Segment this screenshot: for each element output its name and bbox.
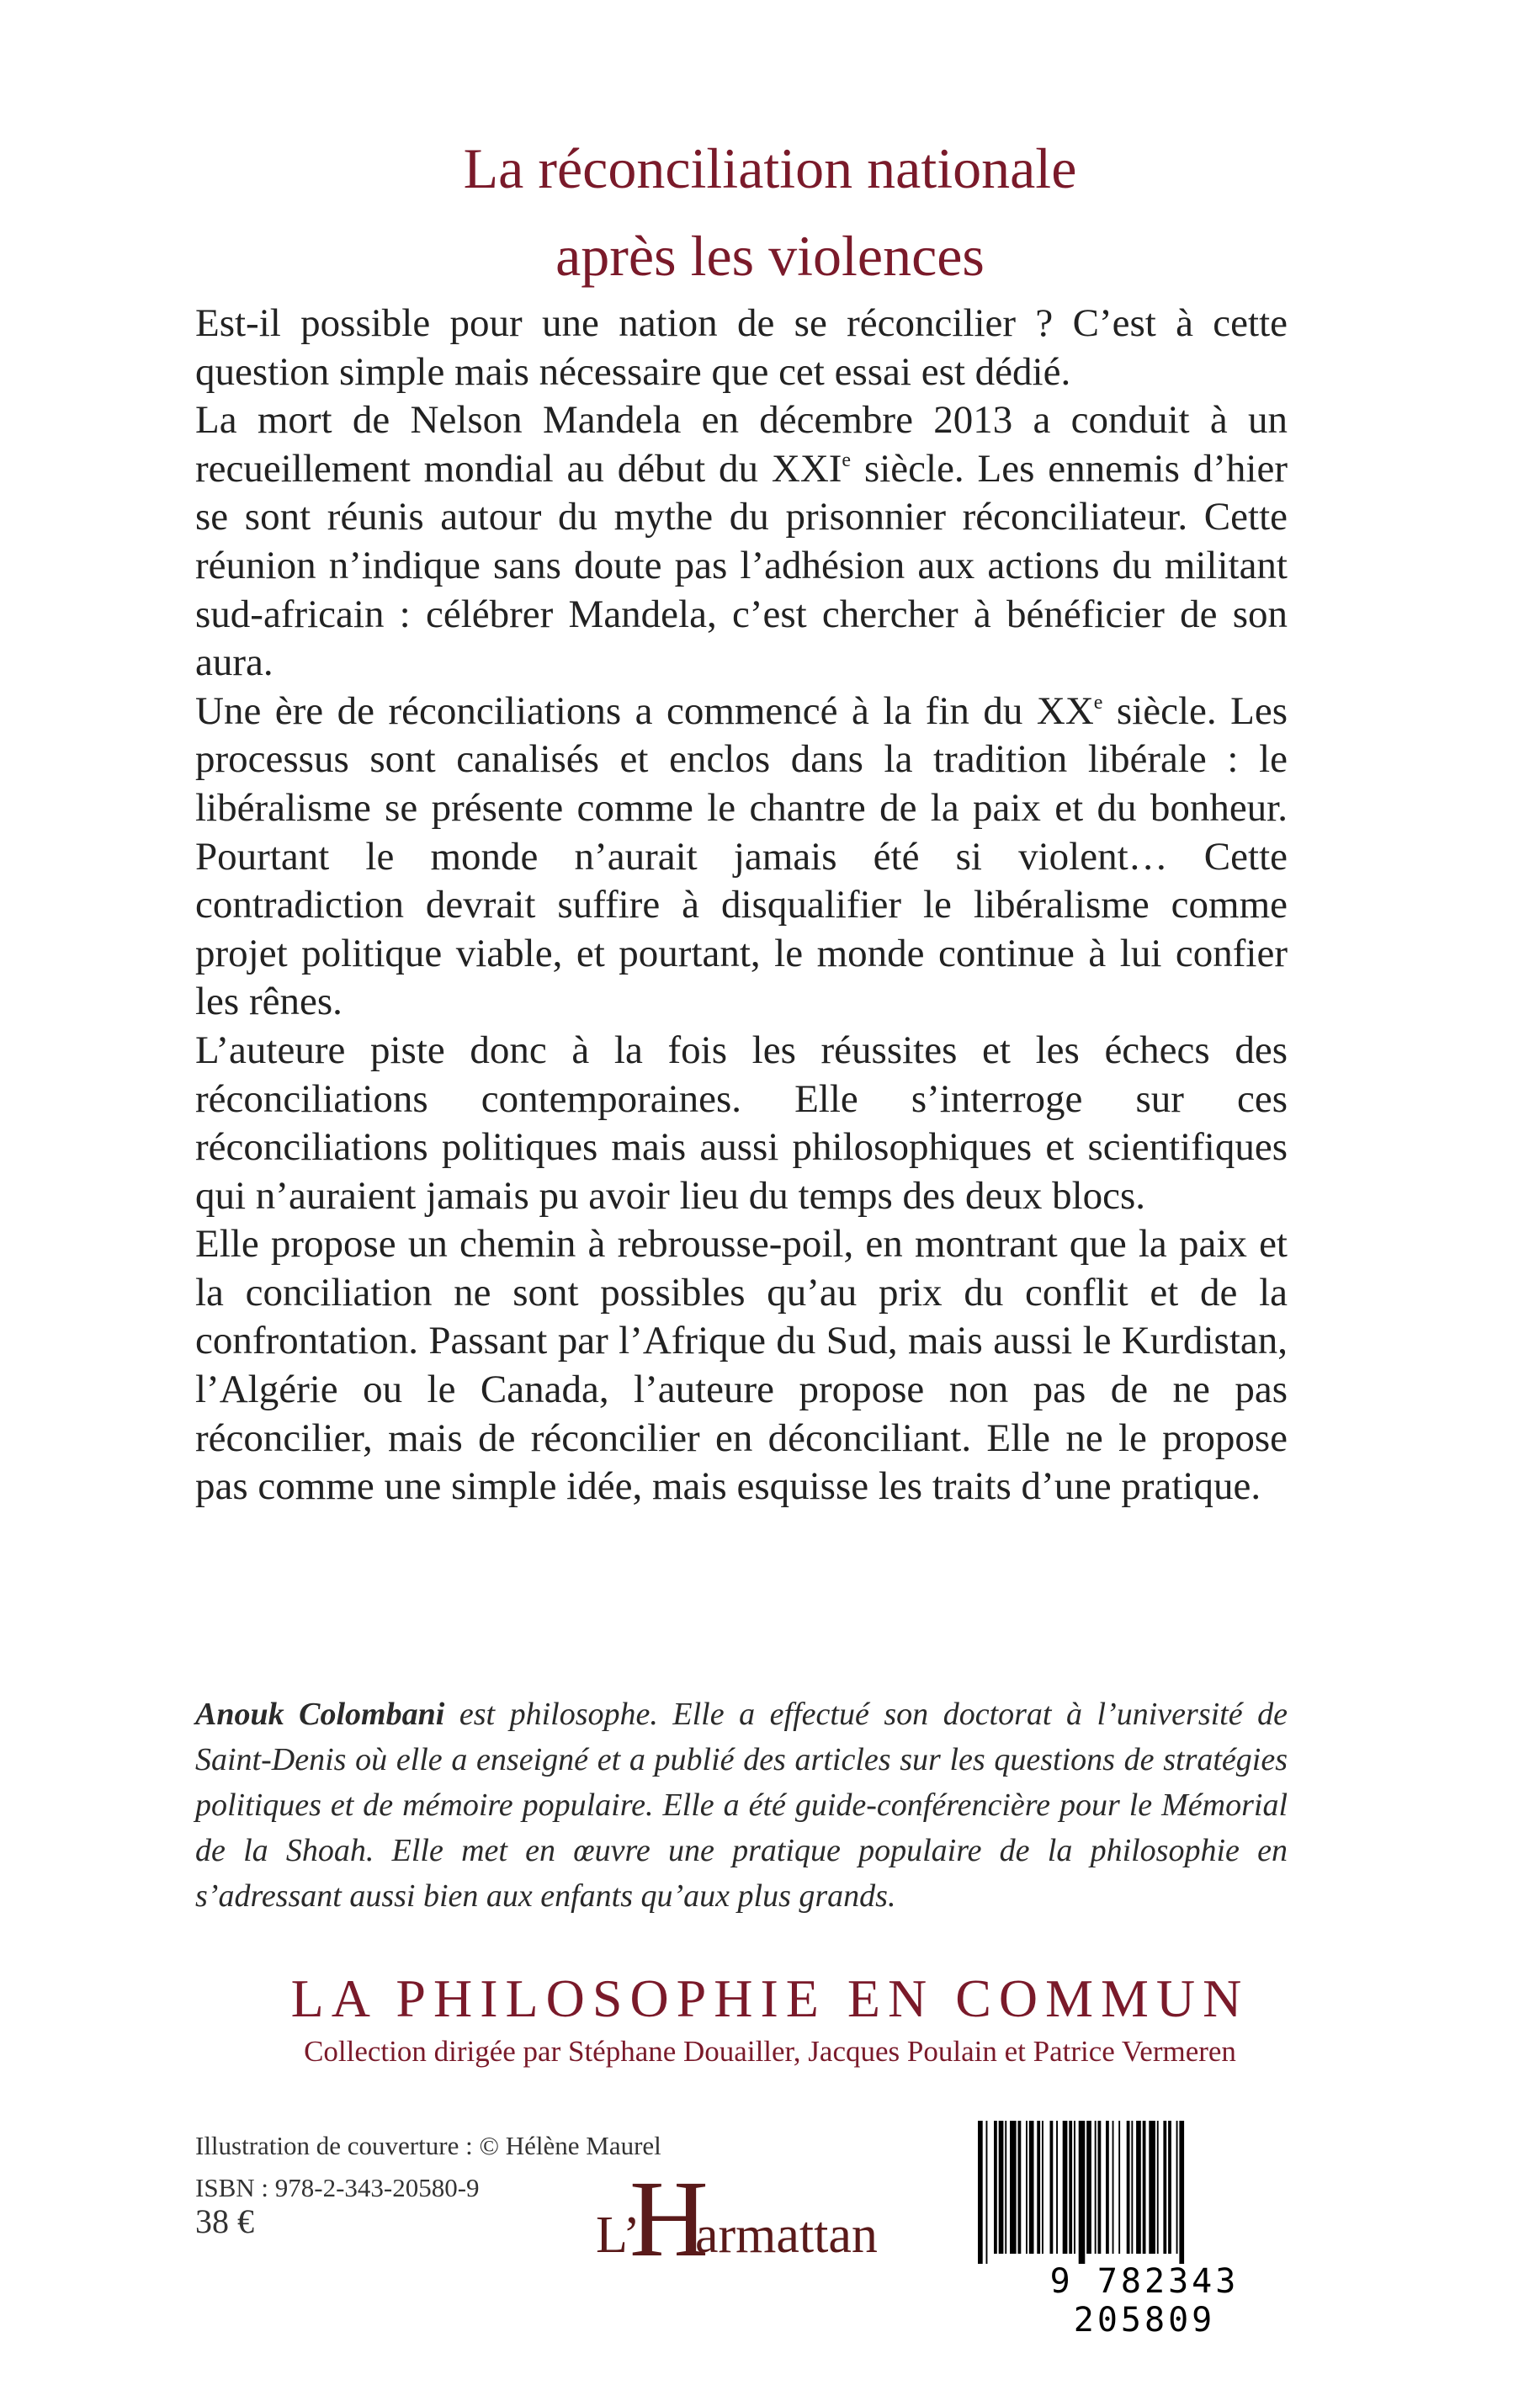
barcode-bar: [1029, 2121, 1034, 2254]
barcode-number: 9 782343 205809: [1049, 2262, 1240, 2340]
barcode-bar: [1037, 2121, 1040, 2254]
blurb-p3-start: Une ère de réconciliations a commencé à la fin du XX: [195, 688, 1094, 733]
century-superscript: e: [842, 449, 852, 471]
barcode-bar: [1127, 2121, 1130, 2254]
barcode-bar: [1042, 2121, 1043, 2254]
author-bio: [195, 1692, 1288, 1919]
barcode-bar: [999, 2121, 1004, 2254]
title-line-2: après les violences: [555, 224, 985, 288]
barcode-bar: [994, 2121, 997, 2254]
barcode-bar: [1010, 2121, 1017, 2254]
barcode-bar: [1168, 2121, 1171, 2254]
publisher-name-rest: armattan: [695, 2207, 878, 2264]
blurb-paragraph-4: L’auteure piste donc à la fois les réussites et les échecs des réconciliations contemporaines. Elle s’interroge sur ces réconciliations politiques mais aussi philosophiques et scientifiques qui n’auraient jamais pu avoir lieu du temps des deux blocs.: [195, 1028, 1288, 1218]
century-superscript: e: [1093, 691, 1103, 714]
barcode-bar: [1149, 2121, 1155, 2254]
blurb-paragraph-2: [195, 396, 1288, 688]
publisher-prefix: L’: [596, 2207, 640, 2264]
barcode-bar: [1063, 2121, 1068, 2254]
isbn: ISBN : 978-2-343-20580-9: [195, 2173, 480, 2202]
barcode-bar: [986, 2121, 988, 2264]
barcode-bar: [1056, 2121, 1058, 2254]
blurb-paragraph-5: Elle propose un chemin à rebrousse-poil, en montrant que la paix et la conciliation ne sont possibles qu’au prix du conflit et de la confrontation. Passant par l’Afrique du Sud, mais aussi le Kurdistan, l’Algérie ou le Canada, l’auteure propose non pas de ne pas réconcilier, mais de réconcilier en déconciliant. Elle ne le propose pas comme une simple idée, mais esquisse les traits d’une pratique.: [195, 1222, 1288, 1509]
barcode-bar: [1026, 2121, 1028, 2254]
back-cover-blurb: [195, 300, 1288, 1511]
series-block: [0, 1965, 1540, 2071]
barcode-bar: [1113, 2121, 1114, 2254]
title-line-1: La réconciliation nationale: [463, 136, 1077, 200]
barcode-bar: [1118, 2121, 1120, 2254]
barcode-bars: [976, 2121, 1313, 2264]
barcode-bar: [1018, 2121, 1022, 2254]
barcode-bar: [1005, 2121, 1006, 2254]
barcode-bar: [1143, 2121, 1146, 2254]
barcode-bar: [978, 2121, 983, 2264]
blurb-p2-start: La mort de Nelson Mandela en décembre 2013 a conduit à un recueillement mondial au début du XXI: [195, 398, 1288, 491]
series-name: LA PHILOSOPHIE EN COMMUN: [290, 1968, 1250, 2028]
barcode-bar: [1086, 2121, 1091, 2254]
barcode-bar: [1136, 2121, 1141, 2254]
barcode: [976, 2121, 1313, 2340]
barcode-bar: [1069, 2121, 1072, 2254]
barcode-bar: [1079, 2121, 1086, 2264]
blurb-paragraph-1: Est-il possible pour une nation de se réconcilier ? C’est à cette question simple mais nécessaire que cet essai est dédié.: [195, 301, 1288, 394]
blurb-p3-end: siècle. Les processus sont canalisés et enclos dans la tradition libérale : le libéralisme se présente comme le chantre de la paix et du bonheur. Pourtant le monde n’aurait jamais été si violent… Cette contradiction devrait suffire à disqualifier le libéralisme comme projet politique viable, et pourtant, le monde continue à lui confier les rênes.: [195, 688, 1288, 1024]
book-title: [0, 125, 1540, 300]
barcode-bar: [1179, 2121, 1184, 2264]
barcode-bar: [1095, 2121, 1097, 2254]
barcode-bar: [1163, 2121, 1166, 2254]
publisher-initial: H: [629, 2159, 709, 2280]
barcode-bar: [1050, 2121, 1054, 2254]
barcode-bar: [1106, 2121, 1109, 2254]
barcode-bar: [1131, 2121, 1133, 2254]
series-directors: Collection dirigée par Stéphane Douailler, Jacques Poulain et Patrice Vermeren: [304, 2035, 1236, 2068]
illustration-credit: Illustration de couverture : © Hélène Maurel: [195, 2131, 661, 2160]
author-name: Anouk Colombani: [195, 1697, 445, 1732]
publisher-logo: [596, 2159, 878, 2280]
blurb-p2-end: siècle. Les ennemis d’hier se sont réunis autour du mythe du prisonnier réconciliateur. Cette réunion n’indique sans doute pas l’adhésion aux actions du militant sud-africain : célébrer Mandela, c’est chercher à bénéficier de son aura.: [195, 446, 1288, 685]
author-bio-text: est philosophe. Elle a effectué son doctorat à l’université de Saint-Denis où elle a enseigné et a publié des articles sur les questions de stratégies politiques et de mémoire populaire. Elle a été guide-conférencière pour le Mémorial de la Shoah. Elle met en œuvre une pratique populaire de la philosophie en s’adressant aussi bien aux enfants qu’aux plus grands.: [195, 1697, 1288, 1914]
barcode-bar: [1157, 2121, 1159, 2254]
barcode-bar: [1074, 2121, 1075, 2254]
barcode-bar: [1098, 2121, 1102, 2254]
blurb-paragraph-3: [195, 688, 1288, 1027]
price: 38 €: [195, 2202, 254, 2240]
barcode-bar: [1176, 2121, 1178, 2254]
